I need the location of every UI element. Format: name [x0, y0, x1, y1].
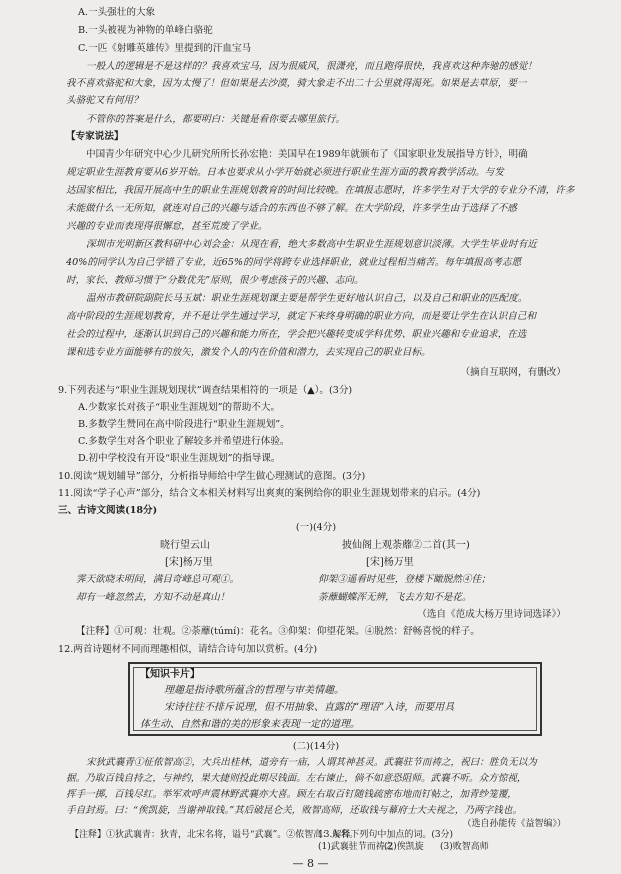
- paragraph-line: 未能做什么一无所知，就连对自己的兴趣与适合的东西也不够了解。在大学阶段，许多学生由于选择了不感: [66, 203, 517, 214]
- question-10: 10.阅读“规划辅导”部分，分析指导师给中学生做心理测试的意图。(3分): [58, 471, 366, 482]
- option-b: B.一头被视为神物的单峰白骆驼: [78, 25, 213, 36]
- poem-notes: 【注释】①可观：壮观。②荼蘼(túmí)：花名。③仰架：仰望花架。④脱然：舒畅喜悦的样子。: [76, 626, 480, 637]
- prose-line: 挥手一掷，百钱尽红。举军欢呼声震林野武襄亦大喜。顾左右取百钉随钱疏密布地而钉帖之，加青纱笼覆，: [66, 789, 517, 800]
- poem-1-line: 却有一峰忽然去，方知不动是真山！: [76, 592, 230, 603]
- question-13: 13.解释下列句中加点的词。(3分): [318, 830, 454, 840]
- paragraph-line: 中国青少年研究中心少儿研究所所长孙宏艳：美国早在1989年就颁布了《国家职业发展指导方针》，明确: [86, 149, 528, 160]
- knowledge-card-line: 宋诗往往不排斥说理，但不用抽象、直露的“理语”入诗，而要用具: [164, 702, 455, 713]
- question-12: 12.两首诗题材不同而理趣相似，请结合诗句加以赏析。(4分): [58, 644, 318, 655]
- page-number: — 8 —: [292, 857, 329, 870]
- question-11: 11.阅读“学子心声”部分，结合文本相关材料写出爽爽的案例给你的职业生涯规划带来的启示。(4分): [58, 488, 481, 499]
- section-heading: 【专家说法】: [66, 131, 124, 142]
- paragraph-line: 规定职业生涯教育要从6岁开始。日本也要求从小学开始就必须进行职业生涯方面的教育教学活动。与发: [66, 167, 504, 178]
- poem-1-line: 霁天欲晓未明间，满目奇峰总可观①。: [76, 574, 240, 585]
- q9-option-a: A.少数家长对孩子“职业生涯规划”的帮助不大。: [78, 402, 281, 413]
- paragraph-line: 深圳市光明新区教科研中心刘会金：从现在看，绝大多数高中生职业生涯规划意识淡薄。大学生毕业时有近: [86, 239, 537, 250]
- poem-2-author: [宋]杨万里: [366, 557, 414, 568]
- q13-item-1: (1)武襄驻节而祷之: [318, 842, 394, 852]
- poem-2-title: 披仙阁上观荼蘼②二首(其一): [342, 540, 470, 551]
- q9-option-d: D.初中学校没有开设“职业生涯规划”的指导课。: [78, 453, 281, 464]
- paragraph-line: 头骆驼又有何用？: [66, 95, 143, 106]
- paragraph-line: 兴趣的专业而表现得很懈怠，甚至荒废了学业。: [66, 221, 268, 232]
- poem-2-line: 荼蘼蝴蝶浑无辨，飞去方知不是花。: [318, 592, 472, 603]
- source-note: （摘自互联网，有删改）: [460, 367, 566, 378]
- section-3-heading: 三、古诗文阅读(18分): [58, 505, 158, 516]
- question-9: [58, 384, 558, 397]
- paragraph-line: 高中阶段的生涯规划教育，并不是让学生通过学习，就定下来终身明确的职业方向，而是要让学生在认识自己和: [66, 311, 537, 322]
- prose-line: 手自封焉。曰：“俟凯旋，当谢神取钱。”其后破昆仑关，败智高师，还取钱与幕府士大夫视之，乃两字钱也。: [66, 805, 522, 816]
- poem-1-author: [宋]杨万里: [165, 557, 213, 568]
- question-9-score: ）。(3分): [314, 385, 353, 396]
- q13-item-3: (3)败智高师: [440, 842, 489, 852]
- question-9-stem: 9.下列表述与“职业生涯规划现状”调查结果相符的一项是（: [58, 385, 308, 396]
- paragraph-line: 不管你的答案是什么，都要明白：关键是看你要去哪里旅行。: [86, 114, 346, 125]
- q9-option-b: B.多数学生赞同在高中阶段进行“职业生涯规划”。: [78, 419, 290, 430]
- paragraph-line: 时，家长、教师习惯于“分数优先”原则，很少考虑孩子的兴趣、志向。: [66, 275, 364, 286]
- answer-placeholder-icon: ▲: [307, 385, 315, 396]
- paragraph-line: 我不喜欢骆驼和大象，因为太慢了！但如果是去沙漠，骑大象走不出二十公里就得渴死。如果是去草原，要一: [66, 78, 527, 89]
- prose-line: 据。乃取百钱自持之，与神约，果大捷则投此期尽钱面。左右谏止，倘不如意恐阻师。武襄不听。众方惊视，: [66, 773, 527, 784]
- knowledge-card-line: 理趣是指诗歌所蕴含的哲理与审美情趣。: [164, 685, 344, 696]
- part-2-heading: (二)(14分): [292, 741, 340, 752]
- option-a: A.一头强壮的大象: [78, 7, 156, 18]
- prose-notes: 【注释】①狄武襄青：狄青，北宋名将，谥号“武襄”。②侬智高：人名。: [70, 830, 359, 840]
- paragraph-line: 温州市教研院副院长马玉斌：职业生涯规划课主要是帮学生更好地认识自己，以及自己和职业的匹配度。: [86, 293, 528, 304]
- poem-1-title: 晓行望云山: [160, 540, 210, 551]
- prose-line: 宋狄武襄青①征侬智高②，大兵出桂林，道旁有一庙，人谓其神甚灵。武襄驻节而祷之，祝曰：胜负无以为: [86, 757, 537, 768]
- paragraph-line: 达国家相比，我国开展高中生的职业生涯规划教育的时间比较晚。在填报志愿时，许多学生对于大学的专业分不清，许多: [66, 185, 575, 196]
- option-c: C.一匹《射雕英雄传》里提到的汗血宝马: [78, 43, 252, 54]
- poem-2-line: 仰架③遥看时见些，登楼下瞰脱然④佳；: [318, 574, 491, 585]
- paragraph-line: 一般人的逻辑是不是这样的？我喜欢宝马，因为很威风，很潇亮，而且跑得很快，我喜欢这种奔驰的感觉！: [86, 61, 537, 72]
- paragraph-line: 社会的过程中，逐渐认识到自己的兴趣和能力所在，学会把兴趣转变成学科优势、职业兴趣和专业追求，在选: [66, 329, 527, 340]
- knowledge-card-title: 【知识卡片】: [140, 669, 200, 680]
- q9-option-c: C.多数学生对各个职业了解较多并希望进行体验。: [78, 436, 290, 447]
- knowledge-card: [128, 662, 542, 736]
- poem-source: （选自《范成大杨万里诗词选译》）: [417, 609, 566, 620]
- part-1-heading: (一)(4分): [295, 522, 337, 533]
- knowledge-card-line: 体生动、自然和谐的美的形象来表现一定的道理。: [140, 719, 360, 730]
- q13-item-2: (2)俟凯旋: [384, 842, 424, 852]
- paragraph-line: 课和选专业方面能够有的放矢，激发个人的内在价值和潜力，去实现自己的职业目标。: [66, 347, 431, 358]
- paragraph-line: 40%的同学认为自己学错了专业，近65%的同学将跨专业选择职业，就业过程相当痛苦。每年填报高考志愿: [66, 257, 522, 268]
- prose-source: （选自孙能传《益智编》）: [462, 819, 566, 829]
